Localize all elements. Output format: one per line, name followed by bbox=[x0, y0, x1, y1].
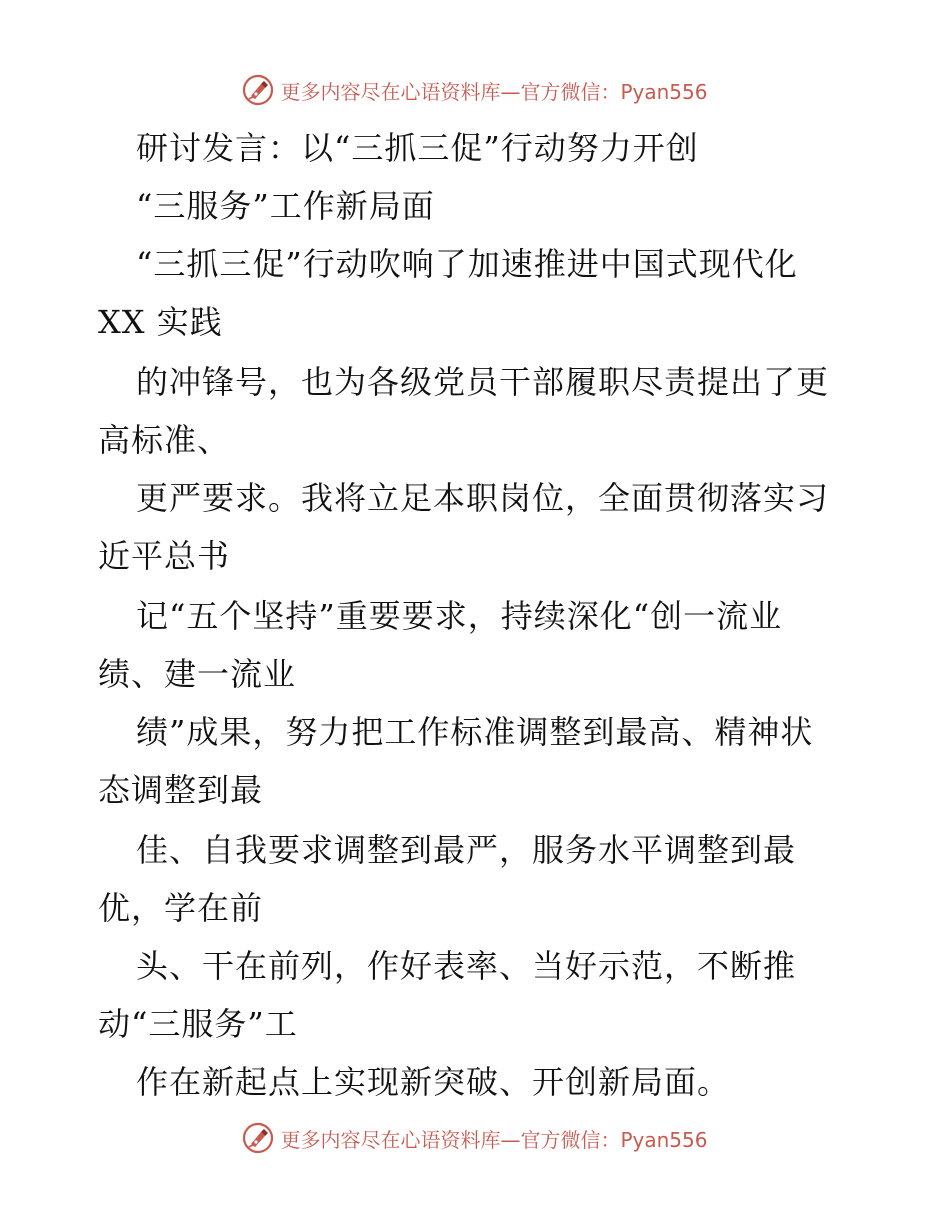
body-line: 态调整到最 bbox=[98, 771, 264, 809]
body-line: 记“五个坚持”重要要求，持续深化“创一流业 bbox=[136, 597, 783, 635]
body-line: “三抓三促”行动吹响了加速推进中国式现代化 bbox=[136, 245, 798, 283]
body-line: 头、干在前列，作好表率、当好示范，不断推 bbox=[136, 947, 797, 985]
body-line: 近平总书 bbox=[98, 537, 231, 575]
pen-nib-logo-icon bbox=[242, 74, 274, 106]
title-line-1: 研讨发言：以“三抓三促”行动努力开创 bbox=[136, 129, 699, 167]
watermark-text: 更多内容尽在心语资料库—官方微信：Pyan556 bbox=[280, 79, 708, 104]
watermark-text: 更多内容尽在心语资料库—官方微信：Pyan556 bbox=[280, 1127, 708, 1152]
body-line: 作在新起点上实现新突破、开创新局面。 bbox=[136, 1063, 731, 1101]
body-line: 绩、建一流业 bbox=[98, 655, 297, 693]
body-line: 高标准、 bbox=[98, 421, 231, 459]
body-line: 更严要求。我将立足本职岗位，全面贯彻落实习 bbox=[136, 479, 830, 517]
header-watermark-banner bbox=[0, 70, 950, 110]
pen-nib-logo-icon bbox=[242, 1122, 274, 1154]
body-line: XX 实践 bbox=[98, 303, 223, 341]
body-line: 绩”成果，努力把工作标准调整到最高、精神状 bbox=[136, 713, 814, 751]
body-line: 的冲锋号，也为各级党员干部履职尽责提出了更 bbox=[136, 363, 830, 401]
title-line-2: “三服务”工作新局面 bbox=[136, 187, 435, 225]
footer-watermark-banner bbox=[0, 1118, 950, 1158]
body-line: 动“三服务”工 bbox=[98, 1005, 298, 1043]
body-line: 佳、自我要求调整到最严，服务水平调整到最 bbox=[136, 831, 797, 869]
body-line: 优，学在前 bbox=[98, 889, 264, 927]
